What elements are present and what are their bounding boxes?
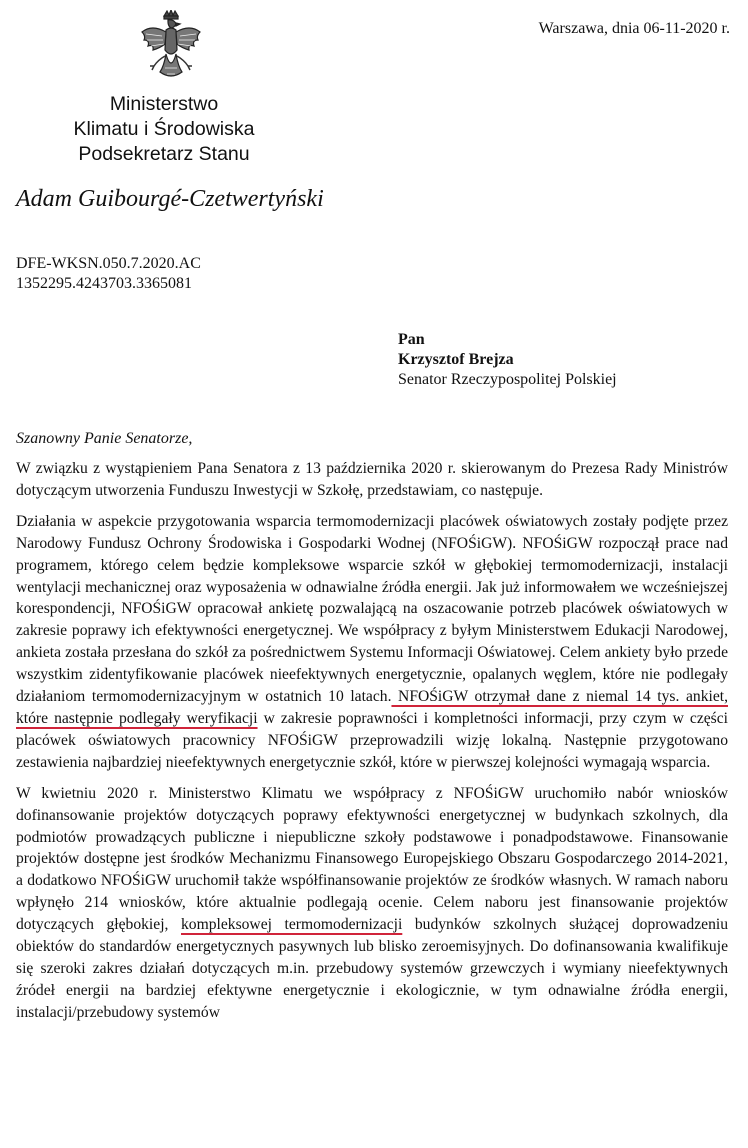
ministry-line-1: Ministerstwo [109, 93, 219, 115]
ministry-line-3: Podsekretarz Stanu [78, 143, 250, 165]
ministry-line-2: Klimatu i Środowiska [73, 118, 255, 140]
underlined-highlight-1: NFOŚiGW otrzymał dane z niemal 14 tys. ankiet, które następnie podlegały weryfikacji [16, 688, 728, 727]
paragraph-3 [16, 783, 728, 1024]
underlined-highlight-2: kompleksowej termomodernizacji [181, 916, 403, 934]
paragraph-3-text-b: budynków szkolnych służącej doprowadzeniu obiektów do standardów energetycznych pasywnych lub blisko zeroemisyjnych. Do dofinansowania kwalifikuje się szeroki zakres działań dotyczących m.in. przebudowy systemów grzewczych i wymiany nieefektywnych źródeł energii na bardziej efektywne energetycznie i ekologicznie, w tym odnawialne źródła energii, instalacji/przebudowy systemów [16, 916, 728, 1021]
polish-eagle-emblem-icon [138, 10, 204, 90]
letter-date: Warszawa, dnia 06-11-2020 r. [538, 20, 730, 37]
letter-body [16, 458, 728, 1033]
paragraph-2-text-b: w zakresie poprawności i kompletności informacji, przy czym w części placówek oświatowych pracownicy NFOŚiGW przeprowadzili wizję lokalną. Następnie przygotowano zestawienia najbardziej nieefektywnych energetycznie szkół, które w pierwszej kolejności wymagają wsparcia. [16, 709, 728, 771]
reference-1: DFE-WKSN.050.7.2020.AC [16, 255, 201, 272]
salutation: Szanowny Panie Senatorze, [16, 430, 193, 447]
addressee-position: Senator Rzeczypospolitej Polskiej [398, 371, 617, 388]
paragraph-2-text-a: Działania w aspekcie przygotowania wsparcia termomodernizacji placówek oświatowych zostały podjęte przez Narodowy Fundusz Ochrony Środowiska i Gospodarki Wodnej (NFOŚiGW). NFOŚiGW rozpoczął prace nad programem, którego celem będzie kompleksowe wsparcie szkół w głębokiej termomodernizacji, instalacji wentylacji mechanicznej oraz wyposażenia w odnawialne źródła energii. Jak już informowałem we wcześniejszej korespondencji, NFOŚiGW opracował ankietę pozwalającą na oszacowanie potrzeb placówek oświatowych w zakresie poprawy ich efektywności energetycznej. We współpracy z byłym Ministerstwem Edukacji Narodowej, ankieta została przesłana do szkół za pośrednictwem Systemu Informacji Oświatowej. Celem ankiety było przede wszystkim zidentyfikowanie placówek nieefektywnych energetycznie, opalanych węglem, które nie podlegały działaniom termomodernizacyjnym w ostatnich 10 latach. [16, 512, 728, 706]
reference-numbers [16, 254, 201, 294]
signer-name: Adam Guibourgé-Czetwertyński [16, 186, 324, 212]
reference-2: 1352295.4243703.3365081 [16, 275, 192, 292]
paragraph-2 [16, 511, 728, 774]
paragraph-1: W związku z wystąpieniem Pana Senatora z 13 października 2020 r. skierowanym do Prezesa Rady Ministrów dotyczącym utworzenia Funduszu Inwestycji w Szkołę, przedstawiam, co następuje. [16, 460, 728, 499]
addressee-name: Krzysztof Brejza [398, 351, 514, 368]
paragraph-3-text-a: W kwietniu 2020 r. Ministerstwo Klimatu we współpracy z NFOŚiGW uruchomiło nabór wniosków dofinansowanie projektów dotyczących poprawy efektywności energetycznej w budynkach szkolnych, dla podmiotów prowadzących publiczne i niepubliczne szkoły podstawowe i ponadpodstawowe. Finansowanie projektów dostępne jest środków Mechanizmu Finansowego Europejskiego Obszaru Gospodarczego 2014-2021, a dodatkowo NFOŚiGW uruchomił także współfinansowanie projektów ze środków własnych. W ramach naboru wpłynęło 214 wniosków, które aktualnie podlegają ocenie. Celem naboru jest finansowanie projektów dotyczących głębokiej, [16, 784, 728, 934]
addressee-title: Pan [398, 331, 425, 348]
ministry-header [40, 92, 288, 167]
addressee-block [398, 330, 617, 390]
